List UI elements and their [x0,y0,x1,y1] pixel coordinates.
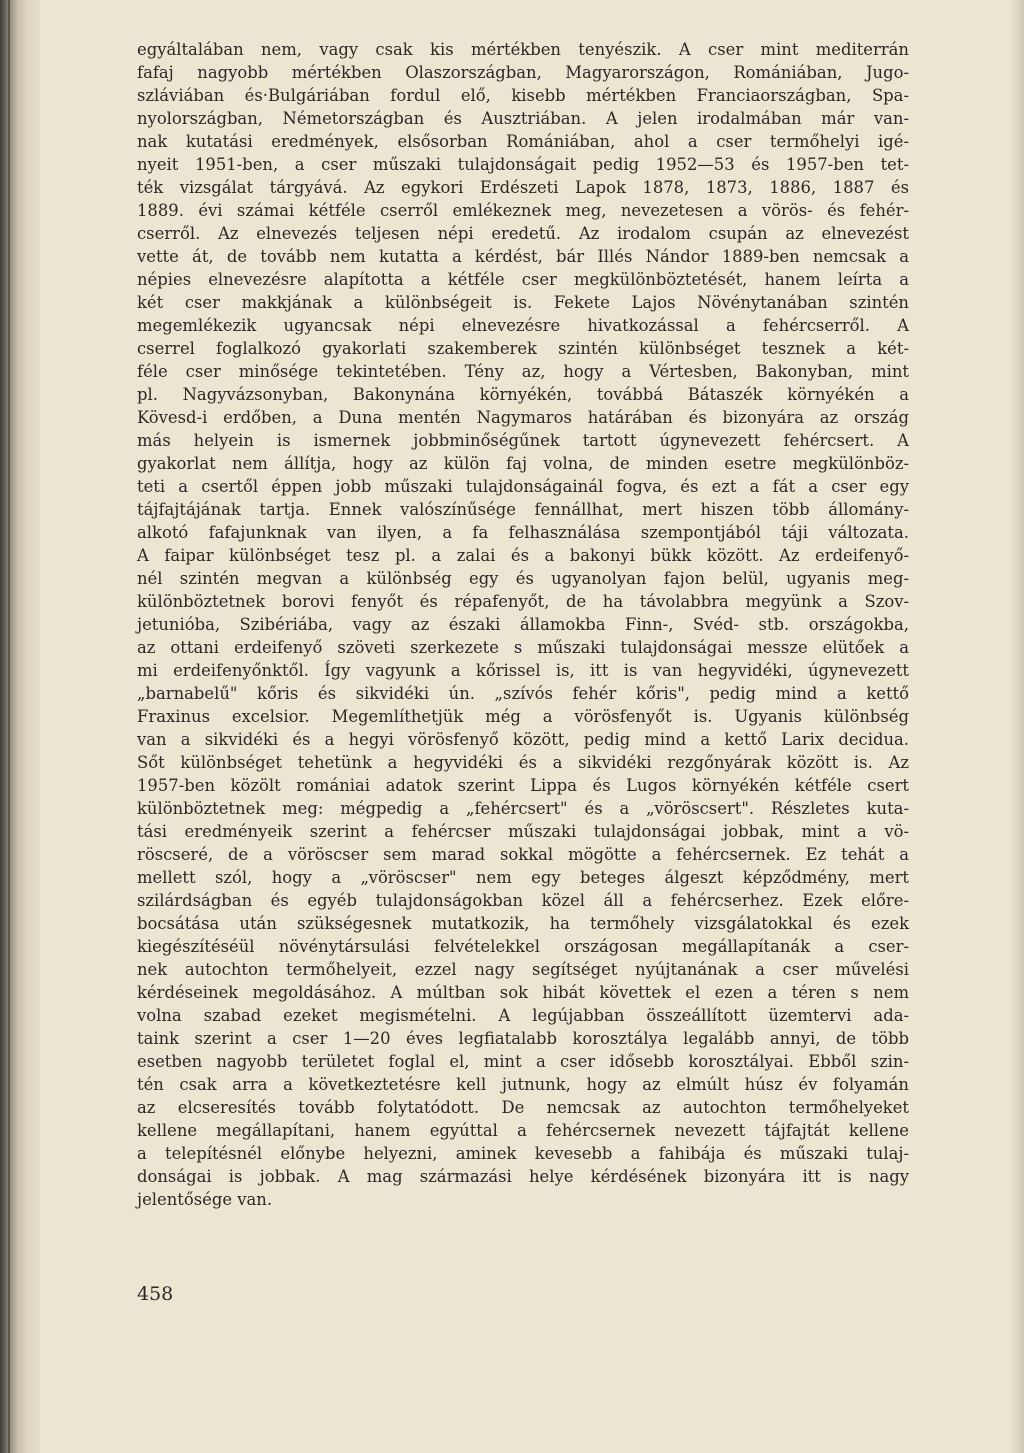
text-line: az elcseresítés tovább folytatódott. De nemcsak az autochton termőhelyeket [137,1098,909,1117]
text-line: donságai is jobbak. A mag származási helye kérdésének bizonyára itt is nagy [137,1167,909,1186]
text-line: különböztetnek borovi fenyőt és répafenyőt, de ha távolabbra megyünk a Szov- [137,592,909,611]
page-number: 458 [137,1283,174,1305]
text-line: esetben nagyobb területet foglal el, mint a cser idősebb korosztályai. Ebből szin- [137,1052,909,1071]
text-line: mellett szól, hogy a „vöröscser" nem egy beteges álgeszt képződmény, mert [137,868,909,887]
text-line: röscseré, de a vöröscser sem marad sokkal mögötte a fehércsernek. Ez tehát a [137,845,909,864]
text-line: 1889. évi számai kétféle cserről emlékeznek meg, nevezetesen a vörös- és fehér- [137,201,909,220]
text-line: tási eredményeik szerint a fehércser műszaki tulajdonságai jobbak, mint a vö- [137,822,909,841]
text-line: két cser makkjának a különbségeit is. Fekete Lajos Növénytanában szintén [137,293,909,312]
text-line: teti a csertől éppen jobb műszaki tulajdonságainál fogva, és ezt a fát a cser egy [137,477,909,496]
text-line: népies elnevezésre alapította a kétféle cser megkülönböztetését, hanem leírta a [137,270,909,289]
body-text [137,38,909,1211]
text-line: nyolországban, Németországban és Ausztriában. A jelen irodalmában már van- [137,109,909,128]
text-line: gyakorlat nem állítja, hogy az külön faj volna, de minden esetre megkülönböz- [137,454,909,473]
text-line: volna szabad ezeket megismételni. A legújabban összeállított üzemtervi ada- [137,1006,909,1025]
text-line: nyeit 1951-ben, a cser műszaki tulajdonságait pedig 1952—53 és 1957-ben tet- [137,155,909,174]
text-line: kellene megállapítani, hanem egyúttal a fehércsernek nevezett tájfajtát kellene [137,1121,909,1140]
text-line: 1957-ben közölt romániai adatok szerint Lippa és Lugos környékén kétféle csert [137,776,909,795]
text-line: taink szerint a cser 1—20 éves legfiatalabb korosztálya legalább annyi, de több [137,1029,909,1048]
text-line: cserről. Az elnevezés teljesen népi eredetű. Az irodalom csupán az elnevezést [137,224,909,243]
text-line: jelentősége van. [137,1190,273,1209]
text-line: egyáltalában nem, vagy csak kis mértékben tenyészik. A cser mint mediterrán [137,40,909,59]
text-line: féle cser minősége tekintetében. Tény az, hogy a Vértesben, Bakonyban, mint [137,362,909,381]
text-line: kérdéseinek megoldásához. A múltban sok hibát követtek el ezen a téren s nem [137,983,909,1002]
text-line: fafaj nagyobb mértékben Olaszországban, Magyarországon, Romániában, Jugo- [137,63,909,82]
text-line: A faipar különbséget tesz pl. a zalai és a bakonyi bükk között. Az erdeifenyő- [137,546,909,565]
text-line: nek autochton termőhelyeit, ezzel nagy segítséget nyújtanának a cser művelési [137,960,909,979]
text-line: cserrel foglalkozó gyakorlati szakemberek szintén különbséget tesznek a két- [137,339,909,358]
text-line: jetunióba, Szibériába, vagy az északi államokba Finn-, Svéd- stb. országokba, [137,615,909,634]
text-line: Kövesd-i erdőben, a Duna mentén Nagymaros határában és bizonyára az ország [137,408,909,427]
spine-binding-line [8,0,10,1453]
text-line: ték vizsgálat tárgyává. Az egykori Erdészeti Lapok 1878, 1873, 1886, 1887 és [137,178,909,197]
text-line: vette át, de tovább nem kutatta a kérdést, bár Illés Nándor 1889-ben nemcsak a [137,247,909,266]
text-line: kiegészítéséül növénytársulási felvételekkel országosan megállapítanák a cser- [137,937,909,956]
text-line: szilárdságban és egyéb tulajdonságokban közel áll a fehércserhez. Ezek előre- [137,891,909,910]
text-line: különböztetnek meg: mégpedig a „fehércsert" és a „vöröscsert". Részletes kuta- [137,799,909,818]
text-line: tájfajtájának tartja. Ennek valószínűsége fennállhat, mert hiszen több állomány- [137,500,909,519]
text-line: tén csak arra a következtetésre kell jutnunk, hogy az elmúlt húsz év folyamán [137,1075,909,1094]
page-edge-shadow [1010,0,1024,1453]
text-line: alkotó fafajunknak van ilyen, a fa felhasználása szempontjából táji változata. [137,523,909,542]
text-line: az ottani erdeifenyő szöveti szerkezete s műszaki tulajdonságai messze elütőek a [137,638,909,657]
text-line: a telepítésnél előnybe helyezni, aminek kevesebb a fahibája és műszaki tulaj- [137,1144,909,1163]
text-line: Sőt különbséget tehetünk a hegyvidéki és a sikvidéki rezgőnyárak között is. Az [137,753,909,772]
text-line: bocsátása után szükségesnek mutatkozik, ha termőhely vizsgálatokkal és ezek [137,914,909,933]
text-line: mi erdeifenyőnktől. Így vagyunk a kőrissel is, itt is van hegyvidéki, úgynevezett [137,661,909,680]
text-line: megemlékezik ugyancsak népi elnevezésre hivatkozással a fehércserről. A [137,316,909,335]
text-line: nak kutatási eredmények, elsősorban Romániában, ahol a cser termőhelyi igé- [137,132,909,151]
text-line: szláviában és·Bulgáriában fordul elő, kisebb mértékben Franciaországban, Spa- [137,86,909,105]
text-line: van a sikvidéki és a hegyi vörösfenyő között, pedig mind a kettő Larix decidua. [137,730,909,749]
text-line: Fraxinus excelsior. Megemlíthetjük még a vörösfenyőt is. Ugyanis különbség [137,707,909,726]
book-spine [0,0,40,1453]
text-line: pl. Nagyvázsonyban, Bakonynána környékén, továbbá Bátaszék környékén a [137,385,909,404]
text-line: „barnabelű" kőris és sikvidéki ún. „szívós fehér kőris", pedig mind a kettő [137,684,909,703]
text-line: nél szintén megvan a különbség egy és ugyanolyan fajon belül, ugyanis meg- [137,569,909,588]
text-line: más helyein is ismernek jobbminőségűnek tartott úgynevezett fehércsert. A [137,431,909,450]
